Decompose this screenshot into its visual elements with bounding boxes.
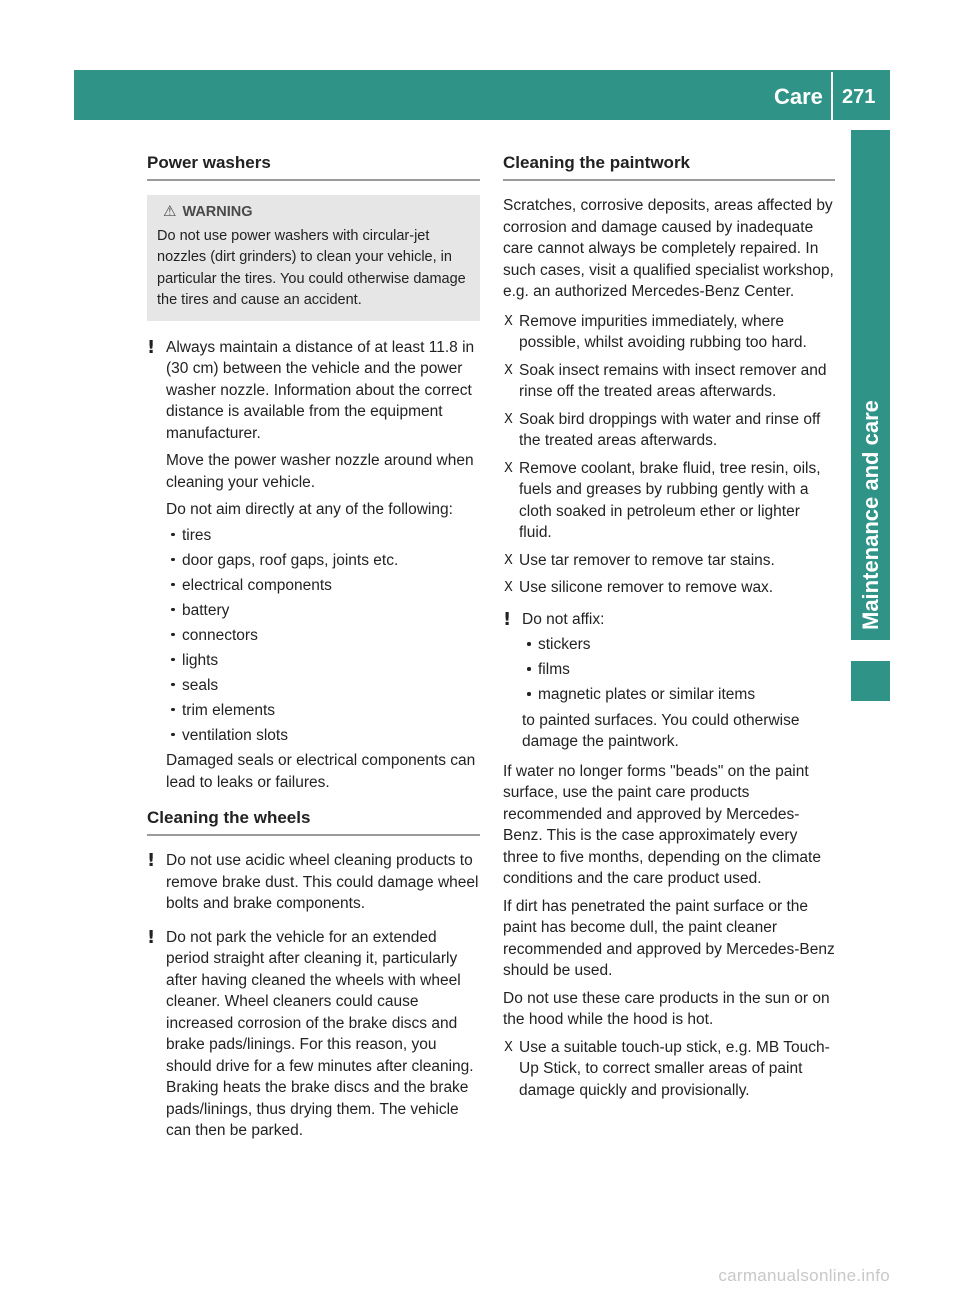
list-item	[171, 650, 480, 672]
list-item-text: lights	[182, 651, 219, 669]
step-text: Soak insect remains with insect remover and rinse off the treated areas afterwards.	[519, 361, 827, 400]
list-item-text: ventilation slots	[182, 726, 288, 744]
step-item	[503, 1037, 835, 1102]
step-item	[503, 577, 835, 599]
header-bar	[74, 70, 890, 120]
page-number: 271	[842, 86, 876, 108]
do-not-aim-list	[166, 525, 480, 747]
list-item	[171, 675, 480, 697]
note-exclamation-icon: !	[503, 608, 512, 630]
chapter-tab-label: Maintenance and care	[858, 400, 883, 630]
note-paragraph: Damaged seals or electrical components can lead to leaks or failures.	[166, 752, 476, 791]
note-exclamation-icon: !	[147, 850, 156, 871]
list-item	[171, 725, 480, 747]
bullet-dot	[527, 667, 531, 671]
list-item-text: stickers	[538, 636, 591, 653]
bullet-dot	[171, 608, 175, 612]
step-text: Soak bird droppings with water and rinse off the treated areas afterwards.	[519, 410, 821, 449]
bullet-dot	[171, 583, 175, 587]
list-item	[171, 525, 480, 547]
touch-up-step	[503, 1037, 835, 1102]
header-divider	[831, 72, 833, 120]
step-text: Remove impurities immediately, where possible, whilst avoiding rubbing too hard.	[519, 312, 807, 351]
bullet-dot	[171, 658, 175, 662]
step-text: Use a suitable touch-up stick, e.g. MB Touch-Up Stick, to correct smaller areas of paint damage quickly and provisionally.	[519, 1038, 830, 1099]
step-arrow-icon: X	[504, 552, 513, 568]
cleaning-steps	[503, 311, 835, 599]
bullet-dot	[171, 533, 175, 537]
power-washers-heading: Power washers	[147, 150, 480, 181]
step-item	[503, 458, 835, 544]
note-paragraph: Do not use acidic wheel cleaning products to remove brake dust. This could damage wheel bolts and brake components.	[166, 852, 479, 912]
list-item	[527, 659, 835, 681]
step-text: Remove coolant, brake fluid, tree resin, oils, fuels and greases by rubbing gently with a cloth soaked in petroleum ether or lighter fluid.	[519, 459, 821, 541]
watermark: carmanualsonline.info	[718, 1266, 890, 1285]
note-power-washer	[147, 337, 480, 794]
list-item-text: connectors	[182, 626, 258, 644]
note-exclamation-icon: !	[147, 926, 156, 948]
bullet-dot	[171, 708, 175, 712]
body-paragraph: Do not use these care products in the sun or on the hood while the hood is hot.	[503, 989, 830, 1028]
step-arrow-icon: X	[504, 411, 513, 427]
step-text: Use tar remover to remove tar stains.	[519, 551, 775, 569]
list-item-text: battery	[182, 601, 230, 619]
list-item	[171, 600, 480, 622]
bullet-dot	[171, 633, 175, 637]
list-item	[527, 684, 835, 706]
list-item-text: films	[538, 661, 570, 678]
warning-box	[147, 195, 480, 321]
list-item-text: electrical components	[182, 576, 332, 594]
step-item	[503, 409, 835, 452]
step-item	[503, 360, 835, 403]
step-arrow-icon: X	[504, 1039, 513, 1055]
note-paragraph: Always maintain a distance of at least 11.8 in (30 cm) between the vehicle and the power washer nozzle. Information about the correct distance is available from the equipment manufacturer.	[166, 338, 475, 442]
list-item-text: tires	[182, 526, 212, 544]
step-text: Use silicone remover to remove wax.	[519, 579, 774, 596]
bullet-dot	[171, 733, 175, 737]
warning-text: Do not use power washers with circular-jet nozzles (dirt grinders) to clean your vehicle, in particular the tires. You could otherwise damage the tires and cause an accident.	[157, 227, 466, 308]
note-paragraph: Do not affix:	[522, 610, 605, 628]
page-section-title: Care	[774, 84, 823, 109]
do-not-affix-list	[522, 634, 835, 706]
note-exclamation-icon: !	[147, 336, 156, 358]
note-paragraph: Move the power washer nozzle around when cleaning your vehicle.	[166, 452, 474, 491]
list-item-text: seals	[182, 676, 219, 694]
body-paragraph: If dirt has penetrated the paint surface or the paint has become dull, the paint cleaner recommended and approved by Mercedes-Benz should be used.	[503, 897, 835, 979]
right-column	[503, 150, 835, 1107]
step-arrow-icon: X	[504, 313, 513, 329]
list-item-text: trim elements	[182, 701, 276, 719]
list-item	[171, 550, 480, 572]
note-paragraph: Do not aim directly at any of the following:	[166, 501, 453, 518]
list-item	[171, 575, 480, 597]
paintwork-heading: Cleaning the paintwork	[503, 150, 835, 181]
list-item-text: magnetic plates or similar items	[538, 686, 756, 703]
note-wheel-cleaner	[147, 850, 480, 915]
bullet-dot	[527, 692, 531, 696]
bullet-dot	[527, 642, 531, 646]
wheels-heading: Cleaning the wheels	[147, 805, 480, 836]
bullet-dot	[171, 683, 175, 687]
list-item-text: door gaps, roof gaps, joints etc.	[182, 551, 399, 569]
step-item	[503, 311, 835, 354]
note-paragraph: to painted surfaces. You could otherwise damage the paintwork.	[522, 711, 800, 750]
chapter-tab-marker	[851, 661, 890, 701]
note-paragraph: Do not park the vehicle for an extended period straight after cleaning it, particularly after having cleaned the wheels with wheel cleaner. Wheel cleaners could cause increased corrosion of the brake discs and brake pads/linings. For this reason, you should drive for a few minutes after cleaning. Braking heats the brake discs and the brake pads/linings, thus drying them. The vehicle can then be parked.	[166, 928, 474, 1139]
warning-triangle-icon: ⚠	[163, 203, 177, 220]
step-arrow-icon: X	[504, 460, 513, 476]
list-item	[171, 625, 480, 647]
step-arrow-icon: X	[504, 580, 513, 595]
warning-title-text: WARNING	[182, 204, 253, 220]
list-item	[171, 700, 480, 722]
list-item	[527, 634, 835, 656]
left-column	[147, 150, 480, 1154]
step-arrow-icon: X	[504, 362, 513, 378]
note-parking	[147, 927, 480, 1142]
bullet-dot	[171, 558, 175, 562]
note-do-not-affix	[503, 609, 835, 753]
warning-title	[163, 201, 472, 224]
body-paragraph: If water no longer forms "beads" on the paint surface, use the paint care products recommended and approved by Mercedes-Benz. This is the case approximately every three to five months, depending on the climate conditions and the care product used.	[503, 762, 821, 887]
step-item	[503, 550, 835, 572]
intro-paragraph: Scratches, corrosive deposits, areas affected by corrosion and damage caused by inadequate care cannot always be completely repaired. In such cases, visit a qualified specialist workshop, e.g. an authorized Mercedes-Benz Center.	[503, 197, 834, 300]
